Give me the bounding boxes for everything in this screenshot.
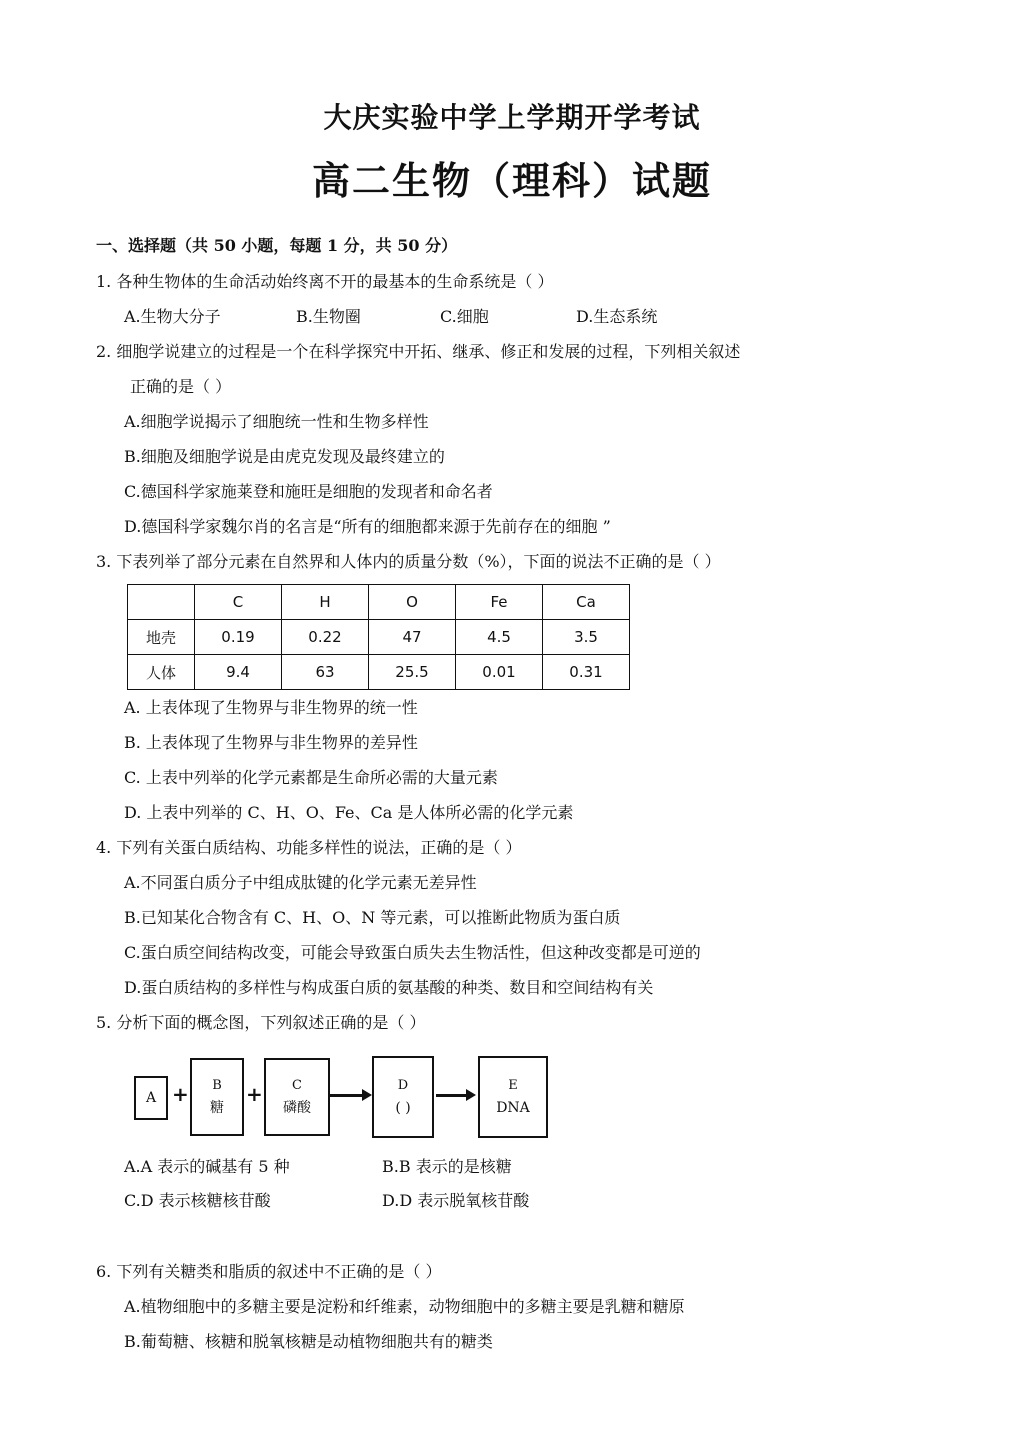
- question-1-stem: 1. 各种生物体的生命活动始终离不开的最基本的生命系统是（ ）: [96, 272, 554, 291]
- diagram-box-c-label: C: [292, 1078, 302, 1093]
- question-5-stem: 5. 分析下面的概念图，下列叙述正确的是（ ）: [96, 1013, 426, 1032]
- question-4-option-a: A.不同蛋白质分子中组成肽键的化学元素无差异性: [124, 873, 477, 892]
- plus-icon: +: [172, 1082, 189, 1106]
- exam-subject-title: 高二生物（理科）试题: [311, 158, 712, 203]
- section-heading: 一、选择题（共 50 小题，每题 1 分，共 50 分）: [96, 236, 458, 255]
- diagram-box-d: [372, 1056, 434, 1138]
- diagram-box-e-text: DNA: [496, 1100, 530, 1116]
- diagram-box-b: [190, 1058, 244, 1136]
- table-header-cell: Fe: [456, 585, 543, 620]
- diagram-box-e: [478, 1056, 548, 1138]
- table-header-cell: C: [195, 585, 282, 620]
- table-header-cell: O: [369, 585, 456, 620]
- question-4-stem: 4. 下列有关蛋白质结构、功能多样性的说法，正确的是（ ）: [96, 838, 522, 857]
- question-5-option-c: C.D 表示核糖核苷酸: [124, 1191, 271, 1210]
- diagram-box-e-label: E: [508, 1078, 518, 1093]
- table-cell: 9.4: [195, 655, 282, 690]
- table-cell: 4.5: [456, 620, 543, 655]
- table-cell: 0.19: [195, 620, 282, 655]
- exam-school-title: 大庆实验中学上学期开学考试: [323, 101, 701, 134]
- table-cell: 人体: [128, 655, 195, 690]
- question-2-option-c: C.德国科学家施莱登和施旺是细胞的发现者和命名者: [124, 482, 493, 501]
- question-6-option-b: B.葡萄糖、核糖和脱氧核糖是动植物细胞共有的糖类: [124, 1332, 493, 1351]
- diagram-box-b-text: 糖: [210, 1100, 224, 1116]
- table-cell: 0.22: [282, 620, 369, 655]
- table-row: [128, 620, 630, 655]
- diagram-box-d-text: ( ): [395, 1100, 411, 1116]
- table-header-cell: Ca: [543, 585, 630, 620]
- question-3-option-b: B. 上表体现了生物界与非生物界的差异性: [124, 733, 418, 752]
- question-2-option-a: A.细胞学说揭示了细胞统一性和生物多样性: [124, 412, 429, 431]
- question-5-option-b: B.B 表示的是核糖: [382, 1157, 512, 1176]
- diagram-box-d-label: D: [397, 1078, 409, 1093]
- question-6-option-a: A.植物细胞中的多糖主要是淀粉和纤维素，动物细胞中的多糖主要是乳糖和糖原: [124, 1297, 685, 1316]
- arrow-right-icon: [436, 1094, 468, 1097]
- table-cell: 0.31: [543, 655, 630, 690]
- diagram-box-c: [264, 1058, 330, 1136]
- question-2-stem: 2. 细胞学说建立的过程是一个在科学探究中开拓、继承、修正和发展的过程，下列相关叙述: [96, 342, 741, 361]
- table-header-cell: [128, 585, 195, 620]
- plus-icon: +: [246, 1082, 263, 1106]
- table-header-cell: H: [282, 585, 369, 620]
- question-4-option-d: D.蛋白质结构的多样性与构成蛋白质的氨基酸的种类、数目和空间结构有关: [124, 978, 654, 997]
- diagram-box-c-text: 磷酸: [283, 1100, 311, 1116]
- concept-diagram: [128, 1052, 558, 1142]
- question-2-option-b: B.细胞及细胞学说是由虎克发现及最终建立的: [124, 447, 445, 466]
- table-cell: 地壳: [128, 620, 195, 655]
- arrow-right-icon: [330, 1094, 364, 1097]
- question-5-option-a: A.A 表示的碱基有 5 种: [124, 1157, 290, 1176]
- question-3-option-a: A. 上表体现了生物界与非生物界的统一性: [124, 698, 418, 717]
- diagram-box-a-label: A: [145, 1090, 157, 1106]
- table-cell: 0.01: [456, 655, 543, 690]
- question-4-option-c: C.蛋白质空间结构改变，可能会导致蛋白质失去生物活性，但这种改变都是可逆的: [124, 943, 701, 962]
- question-1-option-a: A.生物大分子: [124, 307, 221, 326]
- question-1-option-c: C.细胞: [440, 307, 489, 326]
- diagram-box-a: [134, 1076, 168, 1120]
- question-1-option-d: D.生态系统: [576, 307, 658, 326]
- question-4-option-b: B.已知某化合物含有 C、H、O、N 等元素，可以推断此物质为蛋白质: [124, 908, 621, 927]
- diagram-box-b-label: B: [212, 1078, 222, 1093]
- question-3-option-d: D. 上表中列举的 C、H、O、Fe、Ca 是人体所必需的化学元素: [124, 803, 574, 822]
- table-row: [128, 655, 630, 690]
- table-cell: 3.5: [543, 620, 630, 655]
- table-cell: 25.5: [369, 655, 456, 690]
- question-2-option-d: D.德国科学家魏尔肖的名言是“所有的细胞都来源于先前存在的细胞 ”: [124, 517, 611, 536]
- question-3-stem: 3. 下表列举了部分元素在自然界和人体内的质量分数（%），下面的说法不正确的是（ ）: [96, 552, 721, 571]
- table-cell: 47: [369, 620, 456, 655]
- element-table: [127, 584, 630, 690]
- question-1-option-b: B.生物圈: [296, 307, 361, 326]
- question-6-stem: 6. 下列有关糖类和脂质的叙述中不正确的是（ ）: [96, 1262, 442, 1281]
- question-3-option-c: C. 上表中列举的化学元素都是生命所必需的大量元素: [124, 768, 498, 787]
- table-header-row: [128, 585, 630, 620]
- question-5-option-d: D.D 表示脱氧核苷酸: [382, 1191, 530, 1210]
- table-cell: 63: [282, 655, 369, 690]
- question-2-stem-cont: 正确的是（ ）: [130, 377, 232, 396]
